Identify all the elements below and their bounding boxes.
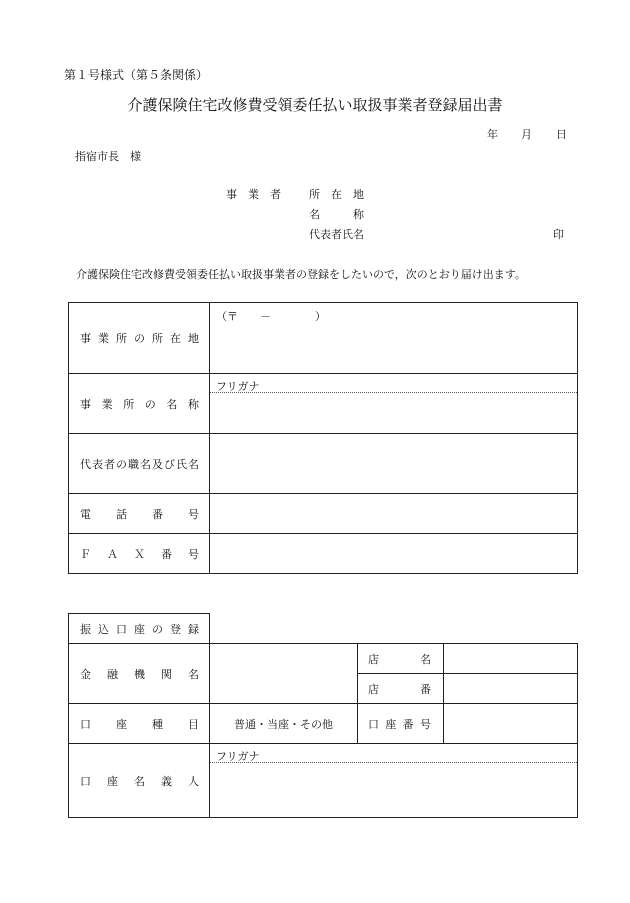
bank-account-table [68, 613, 578, 818]
form-number: 第１号様式（第５条関係） [64, 68, 209, 82]
account-type-options: 普通・当座・その他 [234, 717, 333, 731]
business-name-field[interactable] [210, 374, 578, 434]
date-month-label: 月 [521, 128, 532, 141]
branch-name-label: 店名 [358, 644, 444, 674]
bank-section-label: 振込口座の登録 [69, 614, 210, 644]
applicant-label: 事 業 者 [226, 188, 281, 201]
business-address-field[interactable] [210, 303, 578, 374]
date-day-label: 日 [556, 128, 567, 141]
account-number-label: 口座番号 [358, 704, 444, 744]
fax-field[interactable] [210, 534, 578, 574]
branch-name-field[interactable] [444, 644, 578, 674]
account-type-field[interactable] [210, 704, 358, 744]
rep-title-name-field[interactable] [210, 434, 578, 494]
business-name-label: 事業所の名称 [69, 374, 210, 434]
business-info-table [68, 302, 578, 574]
account-holder-label: 口座名義人 [69, 744, 210, 818]
phone-field[interactable] [210, 494, 578, 534]
seal-mark: 印 [553, 228, 564, 241]
postal-code-placeholder: （〒 － ） [216, 310, 326, 323]
phone-label: 電話番号 [69, 494, 210, 534]
account-type-label: 口座種目 [69, 704, 210, 744]
intro-text: 介護保険住宅改修費受領委任払い取扱事業者の登録をしたいので，次のとおり届け出ます。 [76, 268, 526, 281]
account-holder-field[interactable] [210, 744, 578, 818]
applicant-address-label: 所 在 地 [309, 188, 364, 201]
branch-number-field[interactable] [444, 674, 578, 704]
applicant-name-label: 名 称 [309, 208, 364, 221]
bank-name-label: 金融機関名 [69, 644, 210, 704]
fax-label: ＦＡＸ番号 [69, 534, 210, 574]
date-year-label: 年 [487, 128, 498, 141]
account-holder-furigana: フリガナ [210, 744, 577, 763]
branch-number-label: 店番 [358, 674, 444, 704]
applicant-rep-label: 代表者氏名 [309, 228, 364, 241]
addressee: 指宿市長 様 [75, 150, 141, 163]
bank-name-field[interactable] [210, 644, 358, 704]
business-name-furigana: フリガナ [210, 374, 577, 393]
rep-title-name-label: 代表者の職名及び氏名 [69, 434, 210, 494]
business-address-label: 事業所の所在地 [69, 303, 210, 374]
document-title: 介護保険住宅改修費受領委任払い取扱事業者登録届出書 [127, 96, 503, 114]
account-number-field[interactable] [444, 704, 578, 744]
